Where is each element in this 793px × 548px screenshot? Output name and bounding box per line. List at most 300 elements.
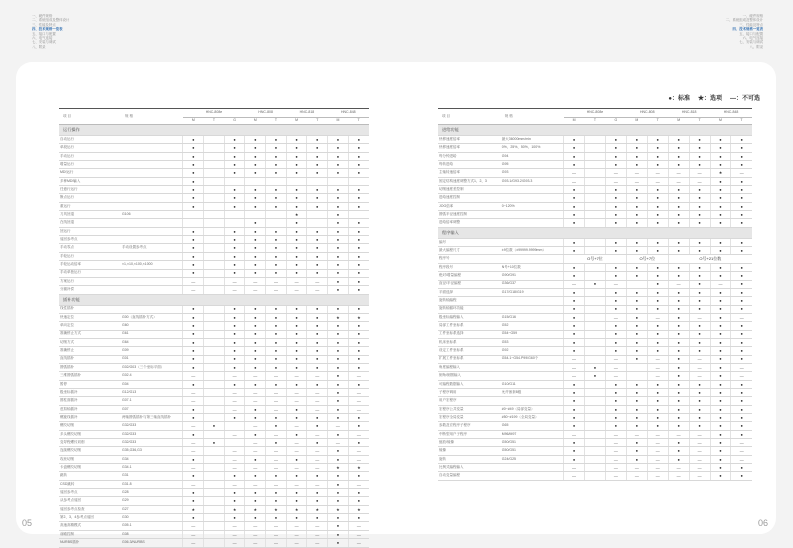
availability-cell: ● [286, 363, 307, 371]
availability-cell: ● [564, 305, 585, 313]
feature-spec: G32/G33 [121, 430, 183, 438]
table-row [59, 227, 369, 235]
nav-item[interactable]: 二、系统组成及整体设计 [32, 18, 70, 23]
availability-cell: ● [710, 313, 731, 321]
feature-spec: G52 [501, 322, 564, 330]
availability-cell: ● [605, 272, 626, 280]
availability-cell: ● [286, 161, 307, 169]
availability-cell: ● [605, 202, 626, 210]
availability-cell: ● [731, 338, 752, 346]
availability-cell: ● [564, 136, 585, 144]
availability-cell: ● [183, 347, 204, 355]
nav-item[interactable]: 八、附录 [749, 44, 763, 49]
feature-spec: G106 [121, 211, 183, 219]
availability-cell: ● [647, 388, 668, 396]
model-header: HNC-848 [710, 109, 752, 118]
availability-cell: ● [605, 330, 626, 338]
table-row [438, 414, 752, 422]
availability-cell: ● [605, 144, 626, 152]
availability-cell: — [307, 539, 328, 547]
availability-cell: ● [328, 447, 349, 455]
availability-cell: ● [224, 347, 245, 355]
availability-cell: — [626, 464, 647, 472]
availability-cell [584, 152, 605, 160]
feature-name: 连续螺纹切削 [59, 447, 121, 455]
availability-cell: ● [626, 186, 647, 194]
availability-cell [584, 136, 605, 144]
availability-cell: ● [328, 363, 349, 371]
availability-cell: ● [245, 497, 266, 505]
availability-cell: — [245, 277, 266, 285]
nav-item[interactable]: 八、附录 [32, 44, 46, 49]
availability-cell: ● [348, 169, 369, 177]
availability-cell: ● [626, 355, 647, 363]
availability-cell: ● [668, 347, 689, 355]
table-row [59, 472, 369, 480]
nav-item[interactable]: 五、接口与配置 [32, 31, 56, 36]
feature-spec: G02.4 [121, 372, 183, 380]
feature-name: 中断型用户子程序 [438, 430, 501, 438]
availability-cell: ● [668, 238, 689, 246]
availability-cell: ● [689, 272, 710, 280]
availability-cell: ● [689, 347, 710, 355]
feature-spec: G09 [121, 347, 183, 355]
availability-cell: ● [647, 194, 668, 202]
availability-cell: ● [307, 330, 328, 338]
availability-cell: ● [668, 247, 689, 255]
availability-cell: — [731, 439, 752, 447]
availability-cell: ● [183, 186, 204, 194]
availability-cell: — [266, 455, 287, 463]
availability-cell: — [626, 472, 647, 480]
availability-cell: ● [286, 489, 307, 497]
table-row [59, 322, 369, 330]
availability-cell: ● [245, 186, 266, 194]
availability-cell: ● [183, 305, 204, 313]
availability-cell: ● [204, 439, 225, 447]
availability-cell: ● [328, 269, 349, 277]
availability-cell: ● [266, 439, 287, 447]
availability-cell: ● [348, 355, 369, 363]
availability-cell: ● [710, 211, 731, 219]
nav-item[interactable]: 二、系统组成及整体设计 [725, 18, 763, 23]
feature-spec [121, 161, 183, 169]
availability-cell: — [564, 464, 585, 472]
availability-cell: ● [710, 177, 731, 185]
variant-header: T [307, 118, 328, 125]
table-row [59, 161, 369, 169]
availability-cell: ● [328, 286, 349, 294]
table-row [59, 269, 369, 277]
availability-cell: ● [224, 136, 245, 144]
availability-cell: ● [307, 202, 328, 210]
availability-cell: ● [224, 355, 245, 363]
feature-name: 返回参考点 [59, 236, 121, 244]
table-row [59, 464, 369, 472]
availability-cell: ● [183, 313, 204, 321]
availability-cell: ● [328, 169, 349, 177]
availability-cell: — [245, 464, 266, 472]
feature-spec: G53 [501, 338, 564, 346]
availability-cell: — [307, 372, 328, 380]
spec-table-right [438, 108, 752, 481]
availability-cell: ● [731, 464, 752, 472]
availability-cell [584, 297, 605, 305]
variant-header: T [647, 118, 668, 125]
availability-cell: ● [605, 238, 626, 246]
availability-cell: ● [647, 202, 668, 210]
availability-cell: ● [307, 355, 328, 363]
availability-cell: ● [245, 252, 266, 260]
availability-cell: ● [647, 161, 668, 169]
availability-cell: — [286, 539, 307, 547]
availability-cell: ● [647, 211, 668, 219]
availability-cell: — [668, 177, 689, 185]
feature-name: 虚拟轴插补 [59, 405, 121, 413]
availability-cell: — [731, 313, 752, 321]
availability-cell [204, 136, 225, 144]
availability-cell: ● [266, 363, 287, 371]
availability-cell: ● [731, 272, 752, 280]
table-row [59, 397, 369, 405]
nav-item[interactable]: 三、性能及特点 [739, 22, 763, 27]
availability-cell: ● [224, 236, 245, 244]
availability-cell [584, 211, 605, 219]
availability-cell: ● [328, 514, 349, 522]
availability-cell: ● [224, 202, 245, 210]
nav-item[interactable]: 七、安装与调试 [32, 40, 56, 45]
availability-cell: ● [626, 405, 647, 413]
feature-name: 分割补偿 [59, 286, 121, 294]
feature-spec [501, 194, 564, 202]
table-row [59, 497, 369, 505]
availability-cell: ● [245, 330, 266, 338]
feature-name: 变导程螺纹切削 [59, 439, 121, 447]
nav-item[interactable]: 一、硬件规格 [32, 14, 53, 18]
open-book [16, 62, 776, 546]
availability-cell: — [183, 464, 204, 472]
availability-cell [584, 263, 605, 271]
availability-cell: — [348, 539, 369, 547]
availability-cell: ● [668, 439, 689, 447]
table-row [59, 422, 369, 430]
availability-cell: — [348, 372, 369, 380]
availability-cell: ● [710, 263, 731, 271]
availability-cell: ● [183, 144, 204, 152]
availability-cell: — [183, 539, 204, 547]
availability-cell: ● [245, 405, 266, 413]
availability-cell: ● [605, 347, 626, 355]
availability-cell [204, 480, 225, 488]
availability-cell: ● [564, 439, 585, 447]
availability-cell: ● [286, 144, 307, 152]
availability-cell: ● [689, 288, 710, 296]
nav-item[interactable]: 五、接口与配置 [739, 31, 763, 36]
availability-cell: ● [224, 363, 245, 371]
availability-cell: ● [224, 144, 245, 152]
availability-cell: ● [245, 355, 266, 363]
availability-cell [204, 447, 225, 455]
feature-spec: G15/G16 [501, 313, 564, 321]
nav-item[interactable]: 四、技术规格一览表 [732, 27, 763, 32]
availability-cell: — [286, 522, 307, 530]
table-row [59, 219, 369, 227]
availability-cell: ● [564, 388, 585, 396]
availability-cell: ● [731, 297, 752, 305]
feature-spec [121, 252, 183, 260]
availability-cell: ● [689, 186, 710, 194]
availability-cell [626, 363, 647, 371]
availability-cell: ★ [286, 505, 307, 513]
feature-spec [121, 219, 183, 227]
feature-spec: G95 [501, 161, 564, 169]
availability-cell: ● [307, 227, 328, 235]
feature-name: 第2、3、4参考点返回 [59, 514, 121, 522]
feature-name: 旋转轴编程 [438, 297, 501, 305]
availability-cell: — [647, 169, 668, 177]
feature-spec: #0~#49（局部变量） [501, 405, 564, 413]
availability-cell: ● [183, 322, 204, 330]
table-row [438, 219, 752, 227]
feature-spec: G02/G03（三个坐标平面） [121, 363, 183, 371]
availability-cell [584, 161, 605, 169]
feature-name: 暂停 [59, 380, 121, 388]
availability-cell: — [626, 430, 647, 438]
availability-cell: — [266, 405, 287, 413]
availability-cell: ● [626, 194, 647, 202]
availability-cell: — [689, 472, 710, 480]
table-row [438, 202, 752, 210]
table-row [438, 397, 752, 405]
nav-item[interactable]: 六、电气连接 [742, 36, 763, 41]
feature-spec: G54.1~G54.P99/G60个 [501, 355, 564, 363]
availability-cell: ● [647, 322, 668, 330]
availability-cell: ● [731, 472, 752, 480]
availability-cell: ● [328, 186, 349, 194]
availability-cell: ● [328, 388, 349, 396]
availability-cell: — [605, 313, 626, 321]
availability-cell: ● [668, 152, 689, 160]
availability-cell [204, 472, 225, 480]
feature-spec: G32/G33 [121, 422, 183, 430]
availability-cell: ● [307, 269, 328, 277]
availability-cell: ● [348, 194, 369, 202]
feature-name: 卡盘螺纹切削 [59, 464, 121, 472]
availability-cell [626, 372, 647, 380]
feature-name: 工件坐标系选择 [438, 330, 501, 338]
availability-cell: ● [564, 211, 585, 219]
availability-cell: ● [710, 388, 731, 396]
availability-cell: ● [605, 414, 626, 422]
table-row [438, 211, 752, 219]
availability-cell: ● [183, 261, 204, 269]
availability-cell: — [307, 464, 328, 472]
feature-spec: 两轴圆弧插补与第三轴直线插补 [121, 414, 183, 422]
feature-name: 局部工件坐标系 [438, 322, 501, 330]
availability-cell: — [307, 405, 328, 413]
availability-cell: ● [224, 305, 245, 313]
feature-name: 绝对/增量编程 [438, 272, 501, 280]
availability-cell: ★ [307, 505, 328, 513]
feature-name: 重运行 [59, 202, 121, 210]
availability-cell: ● [731, 211, 752, 219]
availability-cell: ● [647, 347, 668, 355]
feature-name: 快移速度倍率 [438, 136, 501, 144]
availability-cell: — [307, 277, 328, 285]
feature-name: 直线插补 [59, 355, 121, 363]
nav-item[interactable]: 四、技术规格一览表 [32, 27, 63, 32]
variant-header: T [266, 118, 287, 125]
feature-name: 从参考点返回 [59, 497, 121, 505]
availability-cell: ● [328, 347, 349, 355]
availability-cell: ● [348, 489, 369, 497]
availability-cell: — [183, 522, 204, 530]
availability-cell: ● [605, 136, 626, 144]
model-header: HNC-808e [564, 109, 627, 118]
availability-cell: ● [245, 489, 266, 497]
table-row [59, 177, 369, 185]
table-row [59, 169, 369, 177]
availability-cell: ● [689, 414, 710, 422]
availability-cell: — [286, 286, 307, 294]
availability-cell: ● [689, 280, 710, 288]
availability-cell [584, 219, 605, 227]
availability-cell [224, 422, 245, 430]
feature-name: 角度编程输入 [438, 363, 501, 371]
availability-cell [204, 169, 225, 177]
availability-cell: ● [266, 236, 287, 244]
availability-cell: ● [307, 244, 328, 252]
availability-cell: ● [626, 305, 647, 313]
nav-item[interactable]: 七、安装与调试 [739, 40, 763, 45]
availability-cell: ● [605, 405, 626, 413]
availability-cell: ● [183, 414, 204, 422]
availability-cell: ● [668, 288, 689, 296]
availability-cell: — [605, 177, 626, 185]
availability-cell: ● [328, 305, 349, 313]
availability-cell: ● [266, 347, 287, 355]
table-row [438, 144, 752, 152]
availability-cell: ● [731, 288, 752, 296]
availability-cell: — [348, 455, 369, 463]
availability-cell: ● [689, 136, 710, 144]
feature-name: 断点运行 [59, 194, 121, 202]
nav-item[interactable]: 一、硬件规格 [742, 14, 763, 18]
availability-cell: — [564, 363, 585, 371]
availability-cell: — [731, 455, 752, 463]
feature-name: 准确停止 [59, 347, 121, 355]
availability-cell: ● [731, 330, 752, 338]
availability-cell: ● [266, 489, 287, 497]
feature-name: 准确停止方式 [59, 330, 121, 338]
availability-cell [584, 422, 605, 430]
availability-cell: ● [307, 439, 328, 447]
feature-spec: G50/G51 [501, 447, 564, 455]
availability-cell: ● [668, 422, 689, 430]
availability-cell: — [286, 277, 307, 285]
table-row [438, 152, 752, 160]
availability-cell: ● [605, 211, 626, 219]
availability-cell: ● [266, 305, 287, 313]
availability-cell: — [348, 522, 369, 530]
availability-cell: ● [183, 363, 204, 371]
availability-cell: ● [731, 405, 752, 413]
availability-cell [204, 355, 225, 363]
table-row [59, 252, 369, 260]
table-row [59, 388, 369, 396]
availability-cell [204, 405, 225, 413]
feature-name: 设定工件坐标系 [438, 347, 501, 355]
availability-cell: — [266, 397, 287, 405]
section-row [59, 125, 369, 136]
availability-cell: — [647, 177, 668, 185]
feature-spec: G17/G18/G19 [501, 288, 564, 296]
availability-cell: ● [224, 269, 245, 277]
table-row [438, 177, 752, 185]
availability-cell: ● [626, 347, 647, 355]
feature-name: 多头螺纹切削 [59, 430, 121, 438]
availability-cell: ● [668, 211, 689, 219]
availability-cell [584, 397, 605, 405]
feature-name: 高速高精模式 [59, 522, 121, 530]
availability-cell: ● [245, 338, 266, 346]
variant-header: M [328, 118, 349, 125]
nav-item[interactable]: 六、电气连接 [32, 36, 53, 41]
table-row [59, 522, 369, 530]
availability-cell: ● [668, 144, 689, 152]
availability-cell: — [245, 372, 266, 380]
availability-cell: ● [710, 414, 731, 422]
availability-cell: ● [564, 247, 585, 255]
availability-cell: ● [710, 464, 731, 472]
availability-cell: ● [224, 514, 245, 522]
availability-cell: ● [710, 397, 731, 405]
table-row [59, 211, 369, 219]
availability-cell: ● [647, 330, 668, 338]
availability-cell: — [183, 439, 204, 447]
availability-cell: ● [348, 363, 369, 371]
feature-name: 机床坐标系 [438, 338, 501, 346]
availability-cell: — [605, 439, 626, 447]
availability-cell: — [564, 430, 585, 438]
variant-header: T [584, 118, 605, 125]
nav-item[interactable]: 三、性能及特点 [32, 22, 56, 27]
availability-cell: ● [710, 238, 731, 246]
feature-spec: G92 [501, 347, 564, 355]
availability-cell: ● [266, 313, 287, 321]
availability-cell: ● [668, 136, 689, 144]
availability-cell: ● [266, 194, 287, 202]
availability-cell: ● [668, 338, 689, 346]
availability-cell: — [605, 280, 626, 288]
availability-cell: ● [689, 161, 710, 169]
availability-cell [584, 313, 605, 321]
availability-cell: ● [245, 514, 266, 522]
availability-cell: ● [689, 202, 710, 210]
availability-cell [245, 177, 266, 185]
availability-cell: ● [668, 186, 689, 194]
availability-cell: — [245, 539, 266, 547]
availability-cell: ● [731, 152, 752, 160]
availability-cell: ● [286, 497, 307, 505]
availability-cell: ● [564, 238, 585, 246]
availability-cell: ● [626, 297, 647, 305]
availability-cell: — [689, 439, 710, 447]
feature-spec: G00（直线插补方式） [121, 313, 183, 321]
availability-cell [204, 322, 225, 330]
availability-cell: ● [183, 152, 204, 160]
page-number: 05 [22, 518, 33, 528]
